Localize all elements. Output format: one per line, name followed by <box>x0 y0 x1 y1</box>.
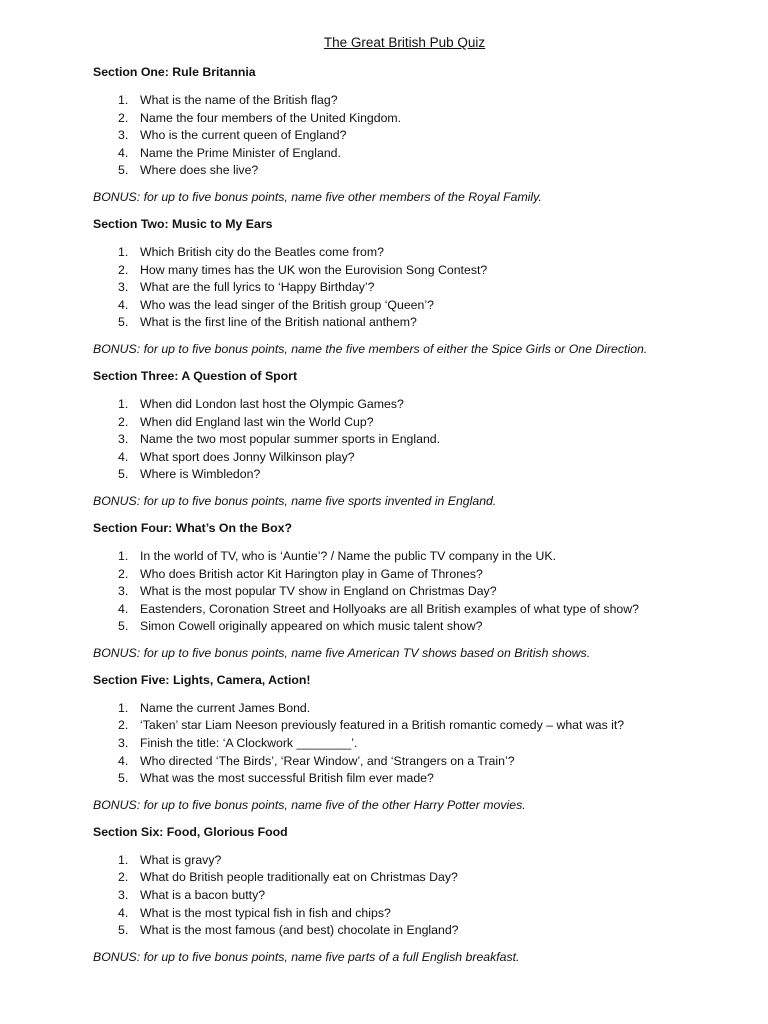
question-text: What is a bacon butty? <box>140 888 266 903</box>
question-list <box>93 396 728 484</box>
question-number-cell <box>93 244 140 262</box>
quiz-section <box>93 216 728 358</box>
question-number-cell <box>93 314 140 332</box>
question-text: What is the first line of the British national anthem? <box>140 315 417 330</box>
question-item <box>93 887 728 905</box>
question-text: Who was the lead singer of the British group ‘Queen’? <box>140 297 434 312</box>
question-item <box>93 396 728 414</box>
question-number: 5. <box>118 467 129 482</box>
question-text: How many times has the UK won the Eurovision Song Contest? <box>140 262 488 277</box>
section-heading: Section Five: Lights, Camera, Action! <box>93 672 311 687</box>
question-number: 3. <box>118 584 129 599</box>
question-number-cell <box>93 700 140 718</box>
bonus-question: BONUS: for up to five bonus points, name five other members of the Royal Family. <box>93 189 542 204</box>
question-text: When did London last host the Olympic Games? <box>140 396 404 411</box>
question-number-cell <box>93 92 140 110</box>
question-text: Who does British actor Kit Harington play in Game of Thrones? <box>140 566 483 581</box>
question-list <box>93 700 728 788</box>
question-number: 1. <box>118 700 129 715</box>
question-number-cell <box>93 127 140 145</box>
question-item <box>93 145 728 163</box>
question-item <box>93 92 728 110</box>
question-number-cell <box>93 548 140 566</box>
bonus-question: BONUS: for up to five bonus points, name five sports invented in England. <box>93 493 497 508</box>
question-number-cell <box>93 583 140 601</box>
question-text: Name the Prime Minister of England. <box>140 145 341 160</box>
question-text: What is the most popular TV show in England on Christmas Day? <box>140 584 497 599</box>
question-number: 4. <box>118 449 129 464</box>
question-item <box>93 770 728 788</box>
question-item <box>93 869 728 887</box>
question-text: Which British city do the Beatles come from? <box>140 244 384 259</box>
question-number-cell <box>93 905 140 923</box>
question-item <box>93 127 728 145</box>
question-number-cell <box>93 717 140 735</box>
question-number: 5. <box>118 163 129 178</box>
question-number: 1. <box>118 548 129 563</box>
question-item <box>93 700 728 718</box>
question-item <box>93 717 728 735</box>
question-item <box>93 922 728 940</box>
question-number-cell <box>93 922 140 940</box>
question-number: 3. <box>118 432 129 447</box>
question-item <box>93 279 728 297</box>
question-number: 5. <box>118 923 129 938</box>
question-number: 3. <box>118 888 129 903</box>
question-number: 5. <box>118 619 129 634</box>
question-text: Who directed ‘The Birds’, ‘Rear Window’, and ‘Strangers on a Train’? <box>140 753 515 768</box>
section-heading: Section Four: What’s On the Box? <box>93 520 293 535</box>
question-text: Finish the title: ‘A Clockwork ________’. <box>140 736 358 751</box>
question-number-cell <box>93 618 140 636</box>
bonus-question: BONUS: for up to five bonus points, name five American TV shows based on British shows. <box>93 645 591 660</box>
question-number-cell <box>93 566 140 584</box>
question-number-cell <box>93 735 140 753</box>
question-number-cell <box>93 449 140 467</box>
question-text: Name the current James Bond. <box>140 700 311 715</box>
question-item <box>93 314 728 332</box>
question-item <box>93 753 728 771</box>
question-item <box>93 566 728 584</box>
question-text: In the world of TV, who is ‘Auntie’? / Name the public TV company in the UK. <box>140 548 557 563</box>
question-item <box>93 414 728 432</box>
bonus-question: BONUS: for up to five bonus points, name the five members of either the Spice Girls or One Direction. <box>93 341 648 356</box>
question-list <box>93 852 728 940</box>
question-text: What is the most famous (and best) chocolate in England? <box>140 923 459 938</box>
page-title: The Great British Pub Quiz <box>323 35 486 50</box>
question-number: 3. <box>118 280 129 295</box>
section-heading: Section Six: Food, Glorious Food <box>93 824 288 839</box>
question-text: What sport does Jonny Wilkinson play? <box>140 449 355 464</box>
question-number: 2. <box>118 110 129 125</box>
section-heading: Section Two: Music to My Ears <box>93 216 273 231</box>
question-number: 3. <box>118 736 129 751</box>
question-number: 4. <box>118 297 129 312</box>
bonus-question: BONUS: for up to five bonus points, name five parts of a full English breakfast. <box>93 949 520 964</box>
question-number: 1. <box>118 244 129 259</box>
question-number: 4. <box>118 753 129 768</box>
bonus-question: BONUS: for up to five bonus points, name five of the other Harry Potter movies. <box>93 797 526 812</box>
question-number-cell <box>93 262 140 280</box>
quiz-section <box>93 368 728 510</box>
question-number-cell <box>93 297 140 315</box>
question-text: Simon Cowell originally appeared on which music talent show? <box>140 619 483 634</box>
question-item <box>93 905 728 923</box>
question-number-cell <box>93 887 140 905</box>
question-number: 2. <box>118 718 129 733</box>
question-number: 5. <box>118 771 129 786</box>
question-text: What is the name of the British flag? <box>140 93 338 107</box>
question-number-cell <box>93 431 140 449</box>
section-heading: Section One: Rule Britannia <box>93 65 256 79</box>
quiz-section <box>93 520 728 662</box>
question-item <box>93 852 728 870</box>
question-number: 1. <box>118 396 129 411</box>
question-number: 3. <box>118 128 129 143</box>
question-number-cell <box>93 770 140 788</box>
question-item <box>93 244 728 262</box>
section-heading: Section Three: A Question of Sport <box>93 368 298 383</box>
question-number-cell <box>93 852 140 870</box>
question-item <box>93 601 728 619</box>
question-text: Name the four members of the United Kingdom. <box>140 110 402 125</box>
question-item <box>93 548 728 566</box>
question-text: Eastenders, Coronation Street and Hollyoaks are all British examples of what type of show? <box>140 601 639 616</box>
question-number: 2. <box>118 566 129 581</box>
question-number-cell <box>93 601 140 619</box>
question-item <box>93 297 728 315</box>
question-item <box>93 583 728 601</box>
question-number: 2. <box>118 262 129 277</box>
question-number-cell <box>93 110 140 128</box>
question-number-cell <box>93 466 140 484</box>
question-number: 2. <box>118 414 129 429</box>
question-item <box>93 431 728 449</box>
question-list <box>93 92 728 180</box>
question-item <box>93 618 728 636</box>
quiz-section <box>93 64 728 206</box>
question-item <box>93 735 728 753</box>
question-item <box>93 162 728 180</box>
question-item <box>93 110 728 128</box>
question-number: 1. <box>118 93 129 107</box>
question-text: What is the most typical fish in fish and chips? <box>140 905 391 920</box>
question-number-cell <box>93 869 140 887</box>
question-list <box>93 548 728 636</box>
question-number: 1. <box>118 852 129 867</box>
question-item <box>93 262 728 280</box>
question-item <box>93 449 728 467</box>
quiz-section <box>93 672 728 814</box>
question-text: When did England last win the World Cup? <box>140 414 374 429</box>
question-text: What is gravy? <box>140 852 222 867</box>
question-text: Name the two most popular summer sports in England. <box>140 432 441 447</box>
question-number-cell <box>93 753 140 771</box>
question-text: Who is the current queen of England? <box>140 128 347 143</box>
question-number-cell <box>93 279 140 297</box>
question-text: Where does she live? <box>140 163 259 178</box>
sections-container <box>93 64 728 966</box>
question-text: What are the full lyrics to ‘Happy Birthday’? <box>140 280 375 295</box>
question-list <box>93 244 728 332</box>
question-text: What do British people traditionally eat on Christmas Day? <box>140 870 458 885</box>
question-number: 5. <box>118 315 129 330</box>
question-number: 4. <box>118 145 129 160</box>
question-number-cell <box>93 414 140 432</box>
question-text: Where is Wimbledon? <box>140 467 261 482</box>
question-number: 2. <box>118 870 129 885</box>
question-number-cell <box>93 162 140 180</box>
quiz-section <box>93 824 728 966</box>
question-number: 4. <box>118 601 129 616</box>
question-text: What was the most successful British film ever made? <box>140 771 434 786</box>
question-text: ‘Taken’ star Liam Neeson previously featured in a British romantic comedy – what was it? <box>140 718 625 733</box>
question-item <box>93 466 728 484</box>
question-number-cell <box>93 396 140 414</box>
question-number: 4. <box>118 905 129 920</box>
question-number-cell <box>93 145 140 163</box>
